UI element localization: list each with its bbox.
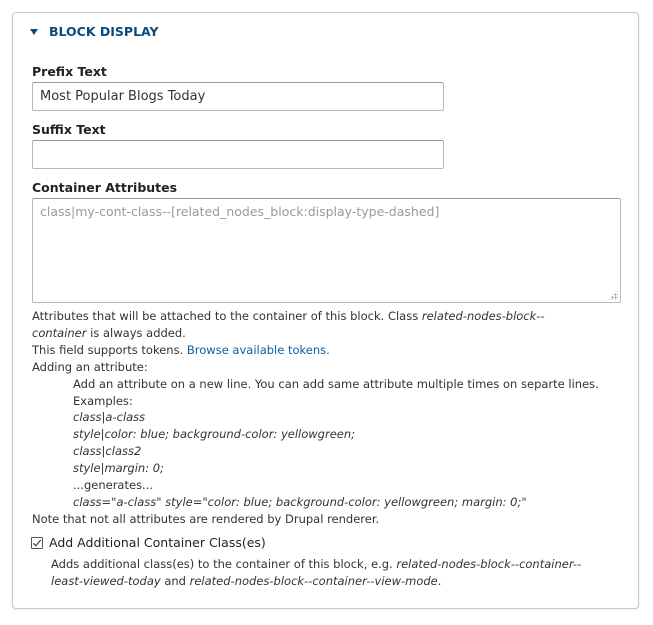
collapse-triangle-icon — [30, 29, 38, 35]
example-result: class="a-class" style="color: blue; background-color: yellowgreen; margin: 0;" — [73, 494, 527, 509]
example-line: class|class2 — [73, 444, 142, 459]
additional-class-checkbox-row[interactable] — [31, 535, 266, 550]
desc-text: Attributes that will be attached to the container of this block. Class — [32, 309, 422, 323]
additional-class-description — [51, 556, 629, 590]
tokens-text: This field supports tokens. — [32, 342, 187, 357]
cb-desc-class: related-nodes-block--container--view-mode — [189, 573, 438, 588]
suffix-text-label: Suffix Text — [32, 122, 106, 137]
container-attributes-description — [32, 308, 628, 528]
desc-class-name: related-nodes-block-- — [421, 309, 545, 323]
additional-class-label[interactable]: Add Additional Container Class(es) — [49, 535, 266, 550]
additional-class-checkbox[interactable] — [31, 537, 43, 549]
add-attribute-help: Add an attribute on a new line. You can add same attribute multiple times on separte lines. — [73, 376, 599, 391]
cb-desc-class: related-nodes-block--container-- — [396, 557, 582, 571]
prefix-text-label: Prefix Text — [32, 64, 107, 79]
browse-tokens-link[interactable]: Browse available tokens. — [186, 342, 330, 357]
example-line: style|margin: 0; — [73, 461, 164, 476]
cb-desc-text: Adds additional class(es) to the container of this block, e.g. — [51, 557, 397, 571]
example-line: class|a-class — [73, 410, 146, 425]
example-line: style|color: blue; background-color: yellowgreen; — [73, 427, 356, 442]
desc-class-name-cont: container — [32, 325, 87, 340]
adding-attribute-heading: Adding an attribute: — [32, 359, 148, 374]
suffix-text-input[interactable] — [32, 140, 444, 169]
desc-text-cont: is always added. — [86, 325, 186, 340]
cb-desc-class: least-viewed-today — [51, 573, 161, 588]
container-attributes-textarea[interactable] — [32, 198, 621, 303]
prefix-text-input[interactable] — [32, 82, 444, 111]
block-display-toggle[interactable] — [30, 24, 159, 39]
block-display-legend: BLOCK DISPLAY — [49, 24, 159, 39]
examples-label: Examples: — [73, 393, 133, 408]
cb-desc-text: and — [160, 573, 190, 588]
generates-label: ...generates... — [73, 478, 154, 493]
cb-desc-text: . — [437, 573, 442, 588]
container-attributes-label: Container Attributes — [32, 180, 178, 195]
renderer-note: Note that not all attributes are rendered by Drupal renderer. — [32, 511, 380, 526]
